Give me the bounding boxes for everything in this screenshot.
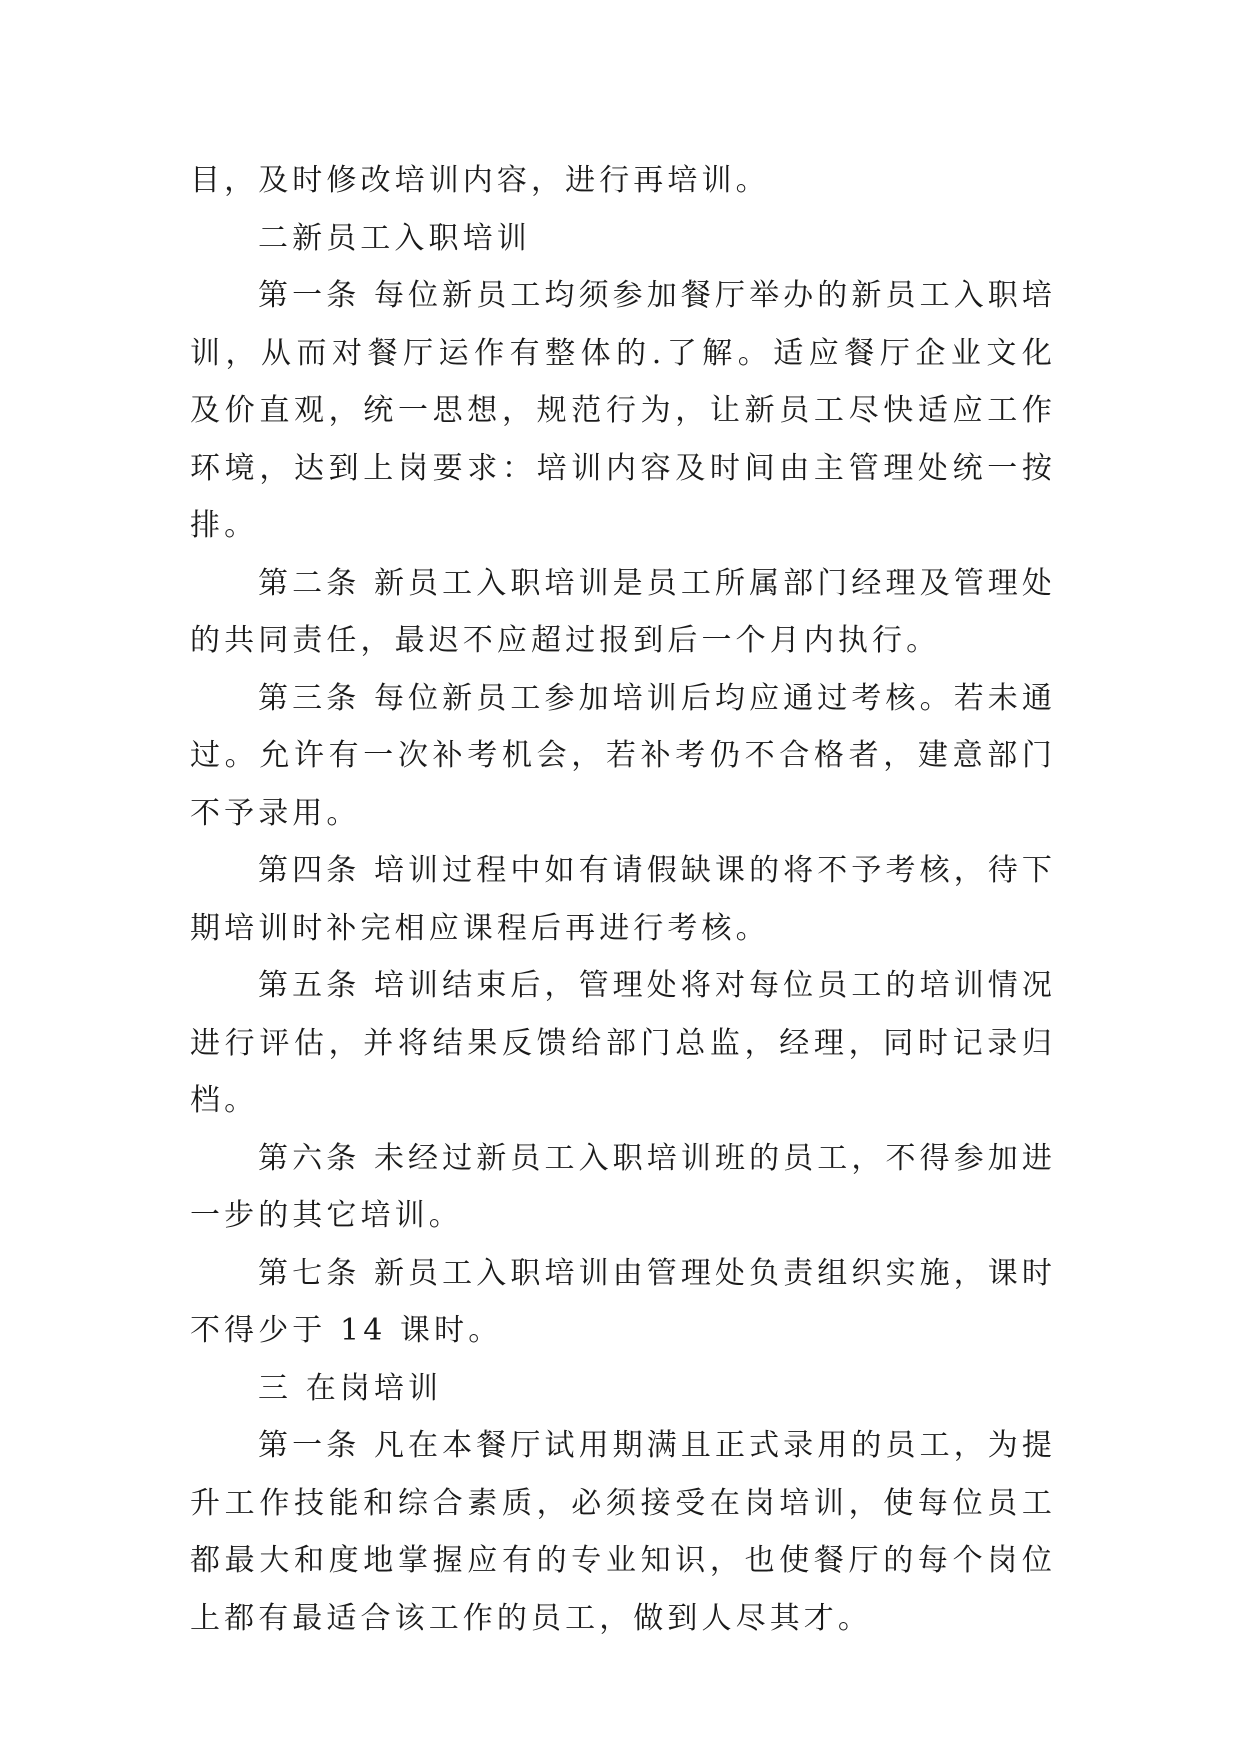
section-heading-on-job-training: 三 在岗培训 [258,1370,443,1406]
paragraph-on-job-article-1: 第一条 凡在本餐厅试用期满且正式录用的员工，为提升工作技能和综合素质，必须接受在岗培训，使每位员工都最大和度地掌握应有的专业知识，也使餐厅的每个岗位上都有最适合该工作的员工，做到人尽其才。 [190,1428,1056,1636]
paragraph-article-5: 第五条 培训结束后，管理处将对每位员工的培训情况进行评估，并将结果反馈给部门总监，经理，同时记录归档。 [190,968,1056,1118]
document-body [190,152,1056,1647]
paragraph-article-6: 第六条 未经过新员工入职培训班的员工，不得参加进一步的其它培训。 [190,1140,1056,1233]
paragraph-article-4: 第四条 培训过程中如有请假缺课的将不予考核，待下期培训时补完相应课程后再进行考核。 [190,853,1056,946]
section-heading-new-employee-training: 二新员工入职培训 [258,220,531,256]
paragraph-article-2: 第二条 新员工入职培训是员工所属部门经理及管理处的共同责任，最迟不应超过报到后一个月内执行。 [190,565,1056,658]
paragraph-article-1: 第一条 每位新员工均须参加餐厅举办的新员工入职培训，从而对餐厅运作有整体的.了解。适应餐厅企业文化及价直观，统一思想，规范行为，让新员工尽快适应工作环境，达到上岗要求：培训内容及时间由主管理处统一按排。 [190,278,1056,543]
paragraph-continuation: 目，及时修改培训内容，进行再培训。 [190,163,770,198]
paragraph-article-3: 第三条 每位新员工参加培训后均应通过考核。若未通过。允许有一次补考机会，若补考仍不合格者，建意部门不予录用。 [190,680,1056,831]
paragraph-article-7: 第七条 新员工入职培训由管理处负责组织实施，课时不得少于 14 课时。 [190,1255,1056,1348]
